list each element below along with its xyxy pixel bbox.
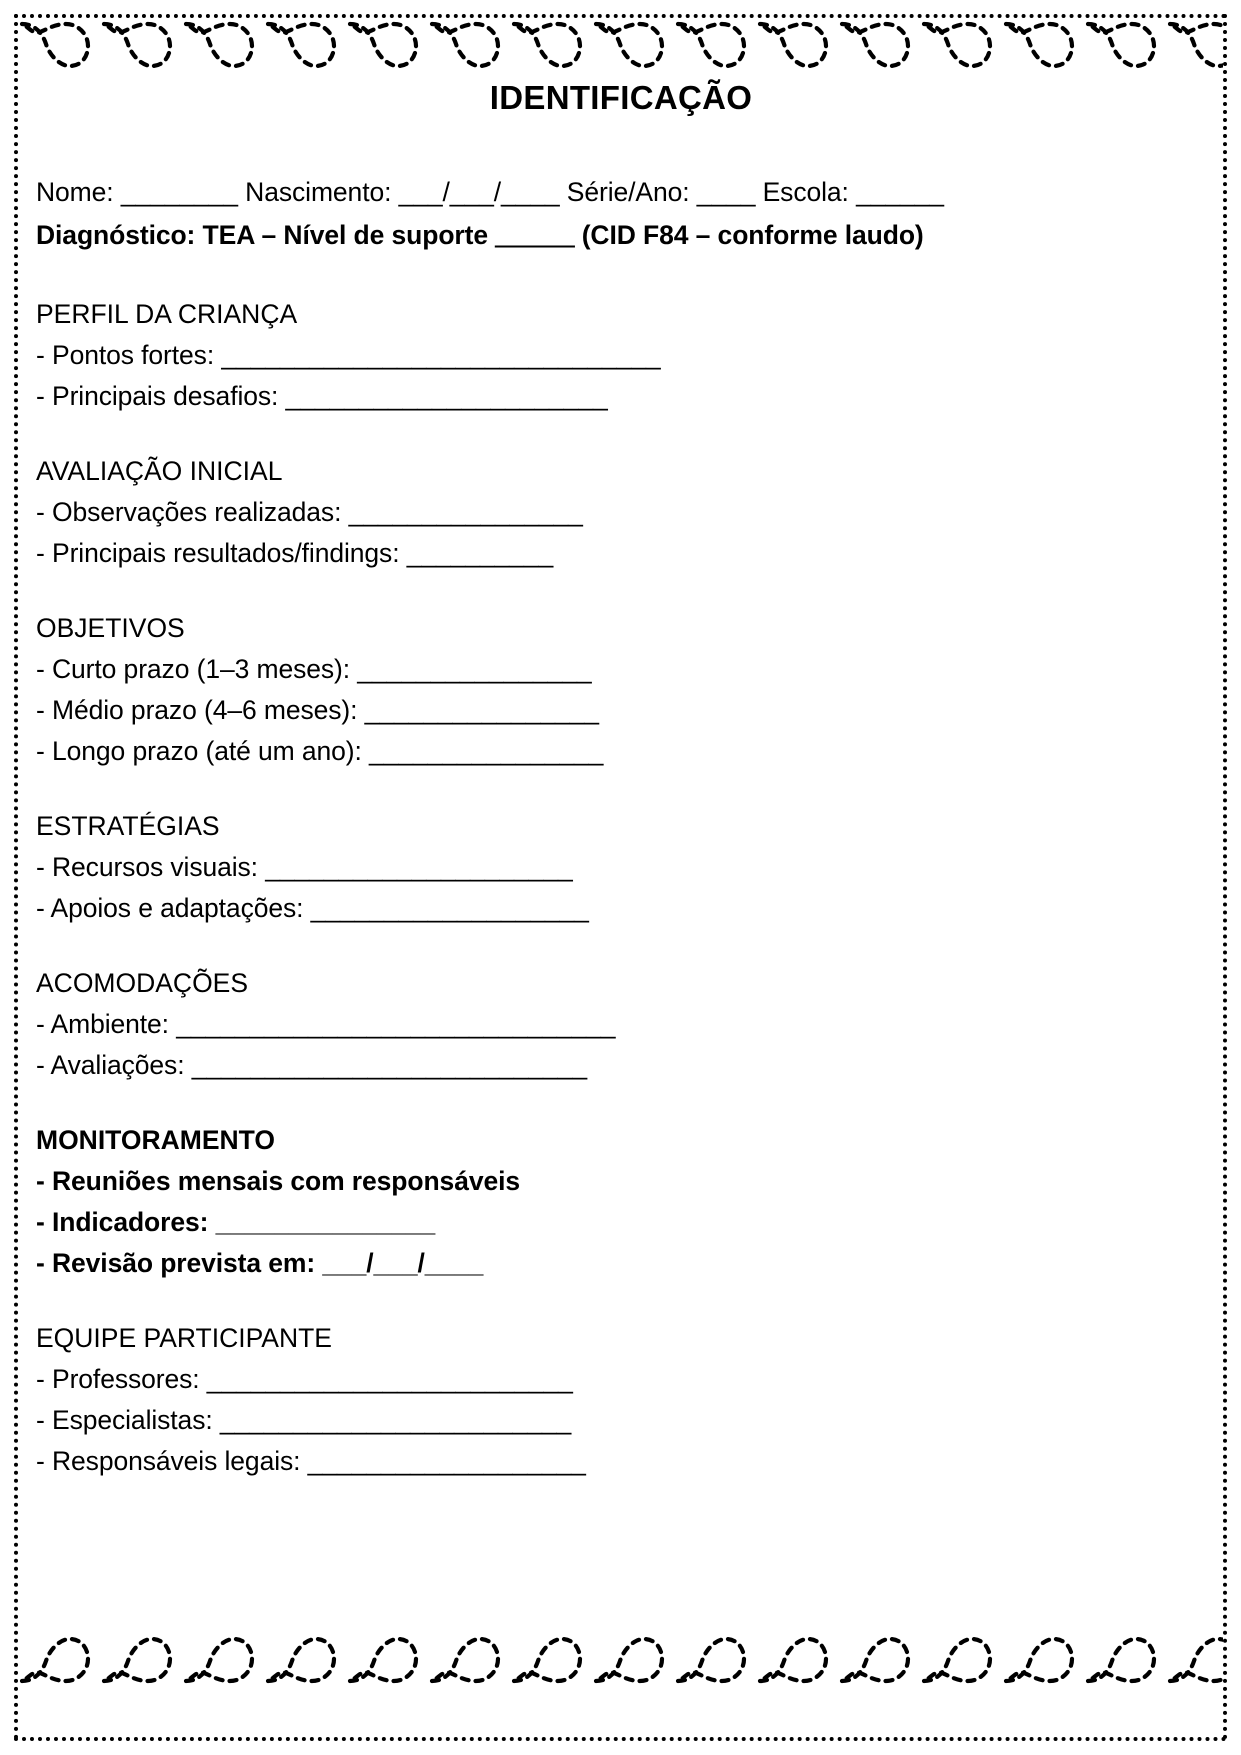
diagnosis-line: Diagnóstico: TEA – Nível de suporte ＿＿＿ (CID F84 – conforme laudo) [36, 220, 924, 251]
section-item: - Professores: _________________________ [36, 1364, 573, 1395]
section-heading: OBJETIVOS [36, 613, 185, 644]
section-item: - Longo prazo (até um ano): ________________ [36, 736, 604, 767]
section-heading: ESTRATÉGIAS [36, 811, 220, 842]
section-heading: MONITORAMENTO [36, 1125, 275, 1156]
section-item: - Médio prazo (4–6 meses): ________________ [36, 695, 599, 726]
section-monitoramento [36, 1120, 1206, 1284]
section-heading: AVALIAÇÃO INICIAL [36, 456, 283, 487]
section-equipe-participante [36, 1318, 1206, 1482]
section-item: - Recursos visuais: _____________________ [36, 852, 573, 883]
section-heading: EQUIPE PARTICIPANTE [36, 1323, 332, 1354]
section-item: - Curto prazo (1–3 meses): ________________ [36, 654, 592, 685]
top-loop-decoration [18, 18, 1223, 80]
identification-block [36, 172, 1206, 256]
section-item: - Principais desafios: ______________________ [36, 381, 608, 412]
section-item: - Revisão prevista em: ___/___/____ [36, 1248, 484, 1279]
section-item: - Indicadores: _______________ [36, 1207, 436, 1238]
section-heading: ACOMODAÇÕES [36, 968, 249, 999]
page-title: IDENTIFICAÇÃO [489, 79, 753, 116]
document-content [36, 80, 1206, 1516]
section-item: - Apoios e adaptações: ___________________ [36, 893, 589, 924]
section-item: - Ambiente: ______________________________ [36, 1009, 616, 1040]
section-estrategias [36, 806, 1206, 929]
section-item: - Avaliações: ___________________________ [36, 1050, 587, 1081]
section-objetivos [36, 608, 1206, 772]
section-item: - Responsáveis legais: ___________________ [36, 1446, 586, 1477]
section-perfil-da-crianca [36, 294, 1206, 417]
section-heading: PERFIL DA CRIANÇA [36, 299, 298, 330]
section-acomodacoes [36, 963, 1206, 1086]
bottom-loop-decoration [18, 1625, 1223, 1687]
section-item: - Observações realizadas: ________________ [36, 497, 583, 528]
section-item: - Principais resultados/findings: __________ [36, 538, 554, 569]
section-item: - Pontos fortes: ______________________________ [36, 340, 661, 371]
section-avaliacao-inicial [36, 451, 1206, 574]
section-item: - Reuniões mensais com responsáveis [36, 1166, 521, 1197]
section-item: - Especialistas: ________________________ [36, 1405, 572, 1436]
identification-fields-line: Nome: ________ Nascimento: ___/___/____ Série/Ano: ____ Escola: ______ [36, 177, 944, 208]
